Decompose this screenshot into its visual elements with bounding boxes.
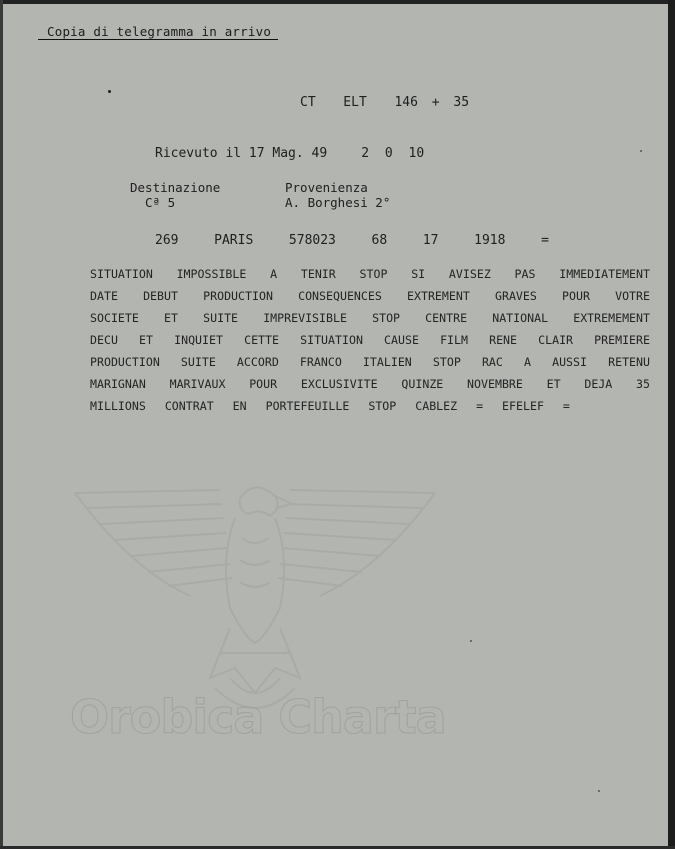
received-date: Ricevuto il 17 Mag. 49 xyxy=(155,146,328,161)
provenance-label: Provenienza xyxy=(285,180,368,195)
scan-edge-top xyxy=(0,0,675,4)
message-line: MILLIONS CONTRAT EN PORTEFEUILLE STOP CABLEZ = EFELEF = xyxy=(90,399,570,413)
routing-code: CT ELT 146 + 35 xyxy=(300,95,470,110)
telegram-preamble: 269 PARIS 578023 68 17 1918 = xyxy=(155,233,549,248)
header-underline xyxy=(38,39,278,40)
provenance-value: A. Borghesi 2° xyxy=(285,195,391,210)
message-line: DATE DEBUT PRODUCTION CONSEQUENCES EXTREMENT GRAVES POUR VOTRE xyxy=(90,289,650,303)
destination-value: Cª 5 xyxy=(145,195,176,210)
message-line: PRODUCTION SUITE ACCORD FRANCO ITALIEN STOP RAC A AUSSI RETENU xyxy=(90,355,650,369)
message-line: DECU ET INQUIET CETTE SITUATION CAUSE FILM RENE CLAIR PREMIERE xyxy=(90,333,650,347)
message-line: SITUATION IMPOSSIBLE A TENIR STOP SI AVISEZ PAS IMMEDIATEMENT xyxy=(90,267,650,281)
scan-edge-left xyxy=(0,0,3,849)
received-line xyxy=(155,146,424,161)
message-line: MARIGNAN MARIVAUX POUR EXCLUSIVITE QUINZE NOVEMBRE ET DEJA 35 xyxy=(90,377,650,391)
ink-dot xyxy=(108,90,111,93)
destination-label: Destinazione xyxy=(130,180,221,195)
received-time: 2 0 10 xyxy=(361,146,425,161)
document-header: Copia di telegramma in arrivo xyxy=(47,24,272,39)
telegram-message xyxy=(90,263,650,417)
message-line: SOCIETE ET SUITE IMPREVISIBLE STOP CENTRE NATIONAL EXTREMEMENT xyxy=(90,311,650,325)
scan-edge-right xyxy=(668,0,675,849)
watermark-text: Orobica Charta xyxy=(70,690,446,744)
